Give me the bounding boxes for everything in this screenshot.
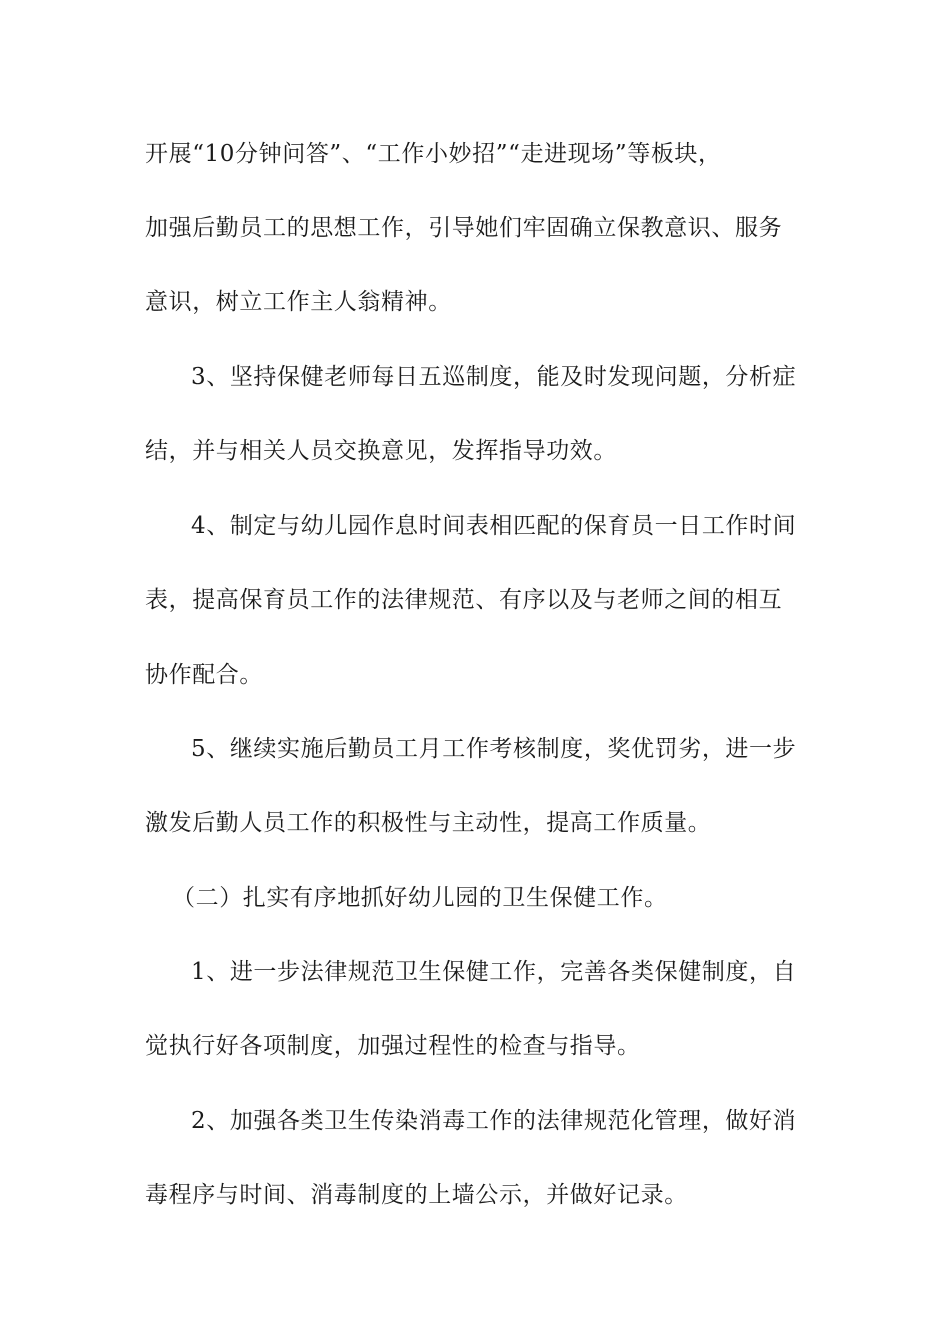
- text-line: 觉执行好各项制度，加强过程性的检查与指导。: [145, 1033, 641, 1059]
- text-line: 激发后勤人员工作的积极性与主动性，提高工作质量。: [145, 810, 712, 836]
- text-line: 4、制定与幼儿园作息时间表相匹配的保育员一日工作时间: [191, 513, 797, 539]
- text-line: 3、坚持保健老师每日五巡制度，能及时发现问题，分析症: [191, 364, 797, 390]
- text-line: 协作配合。: [145, 662, 263, 688]
- text-line: 2、加强各类卫生传染消毒工作的法律规范化管理，做好消: [191, 1108, 797, 1134]
- text-line: 加强后勤员工的思想工作，引导她们牢固确立保教意识、服务: [145, 215, 783, 241]
- text-line: 毒程序与时间、消毒制度的上墙公示，并做好记录。: [145, 1182, 688, 1208]
- text-line: 意识，树立工作主人翁精神。: [145, 289, 452, 315]
- section-heading: （二）扎实有序地抓好幼儿园的卫生保健工作。: [172, 885, 668, 911]
- text-line: 结，并与相关人员交换意见，发挥指导功效。: [145, 438, 617, 464]
- text-line: 5、继续实施后勤员工月工作考核制度，奖优罚劣，进一步: [191, 736, 797, 762]
- text-line: 1、进一步法律规范卫生保健工作，完善各类保健制度，自: [191, 959, 797, 985]
- text-line: 表，提高保育员工作的法律规范、有序以及与老师之间的相互: [145, 587, 783, 613]
- text-line: 开展“10分钟问答”、“工作小妙招”“走进现场”等板块，: [145, 141, 722, 167]
